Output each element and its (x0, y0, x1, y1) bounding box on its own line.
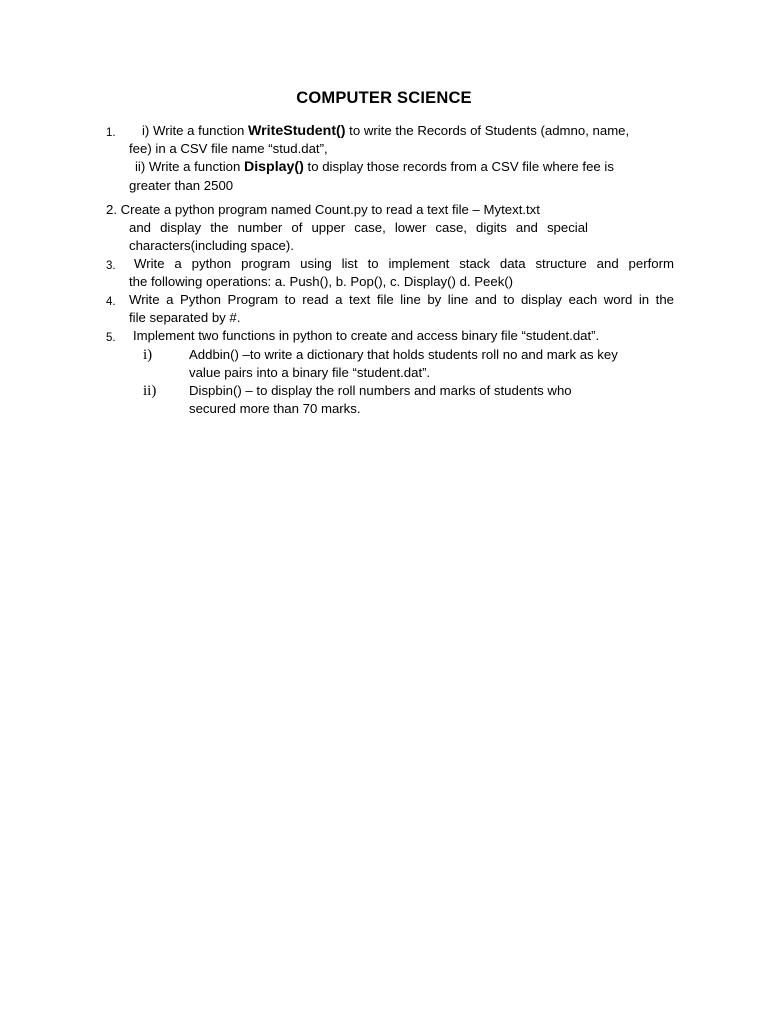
q1-display-function-name: Display() (243, 159, 304, 175)
q2-line-3: characters(including space). (129, 238, 294, 253)
q5-sub1-line-1: Addbin() –to write a dictionary that holds students roll no and mark as key (189, 347, 618, 362)
q3-line-1: Write a python program using list to implement stack data structure and perform (134, 256, 674, 271)
q5-sub2-line-2: secured more than 70 marks. (189, 401, 361, 416)
q4-line-2: file separated by #. (129, 310, 241, 325)
q1-line-3 (135, 158, 614, 176)
q1-line-2: fee) in a CSV file name “stud.dat”, (129, 141, 328, 156)
q1-line-4: greater than 2500 (129, 178, 234, 193)
q5-sub1-numeral: i) (143, 347, 153, 363)
q1-line-3-pre: ii) Write a function (135, 159, 244, 174)
q1-number: 1. (106, 127, 116, 139)
q2-line-1: 2. Create a python program named Count.py to read a text file – Mytext.txt (106, 202, 540, 217)
q1-line-1-pre: i) Write a function (142, 123, 249, 138)
q4-number: 4. (106, 296, 116, 308)
q1-line-3-post: to display those records from a CSV file where fee is (303, 159, 614, 174)
q1-line-1-post: to write the Records of Students (admno, name, (345, 123, 630, 138)
q5-line-1: Implement two functions in python to create and access binary file “student.dat”. (133, 328, 600, 343)
q5-sub1-line-2: value pairs into a binary file “student.dat”. (189, 365, 431, 380)
q2-line-2: and display the number of upper case, lower case, digits and special (129, 220, 588, 235)
page-title: COMPUTER SCIENCE (296, 89, 472, 107)
q5-sub2-line-1: Dispbin() – to display the roll numbers and marks of students who (189, 383, 572, 398)
q3-number: 3. (106, 260, 116, 272)
q4-line-1: Write a Python Program to read a text file line by line and to display each word in the (129, 292, 674, 307)
q1-line-1 (142, 122, 629, 140)
q5-sub2-numeral: ii) (143, 383, 157, 399)
q1-function-name: WriteStudent() (248, 123, 346, 139)
q3-line-2: the following operations: a. Push(), b. Pop(), c. Display() d. Peek() (129, 274, 514, 289)
q5-number: 5. (106, 332, 116, 344)
